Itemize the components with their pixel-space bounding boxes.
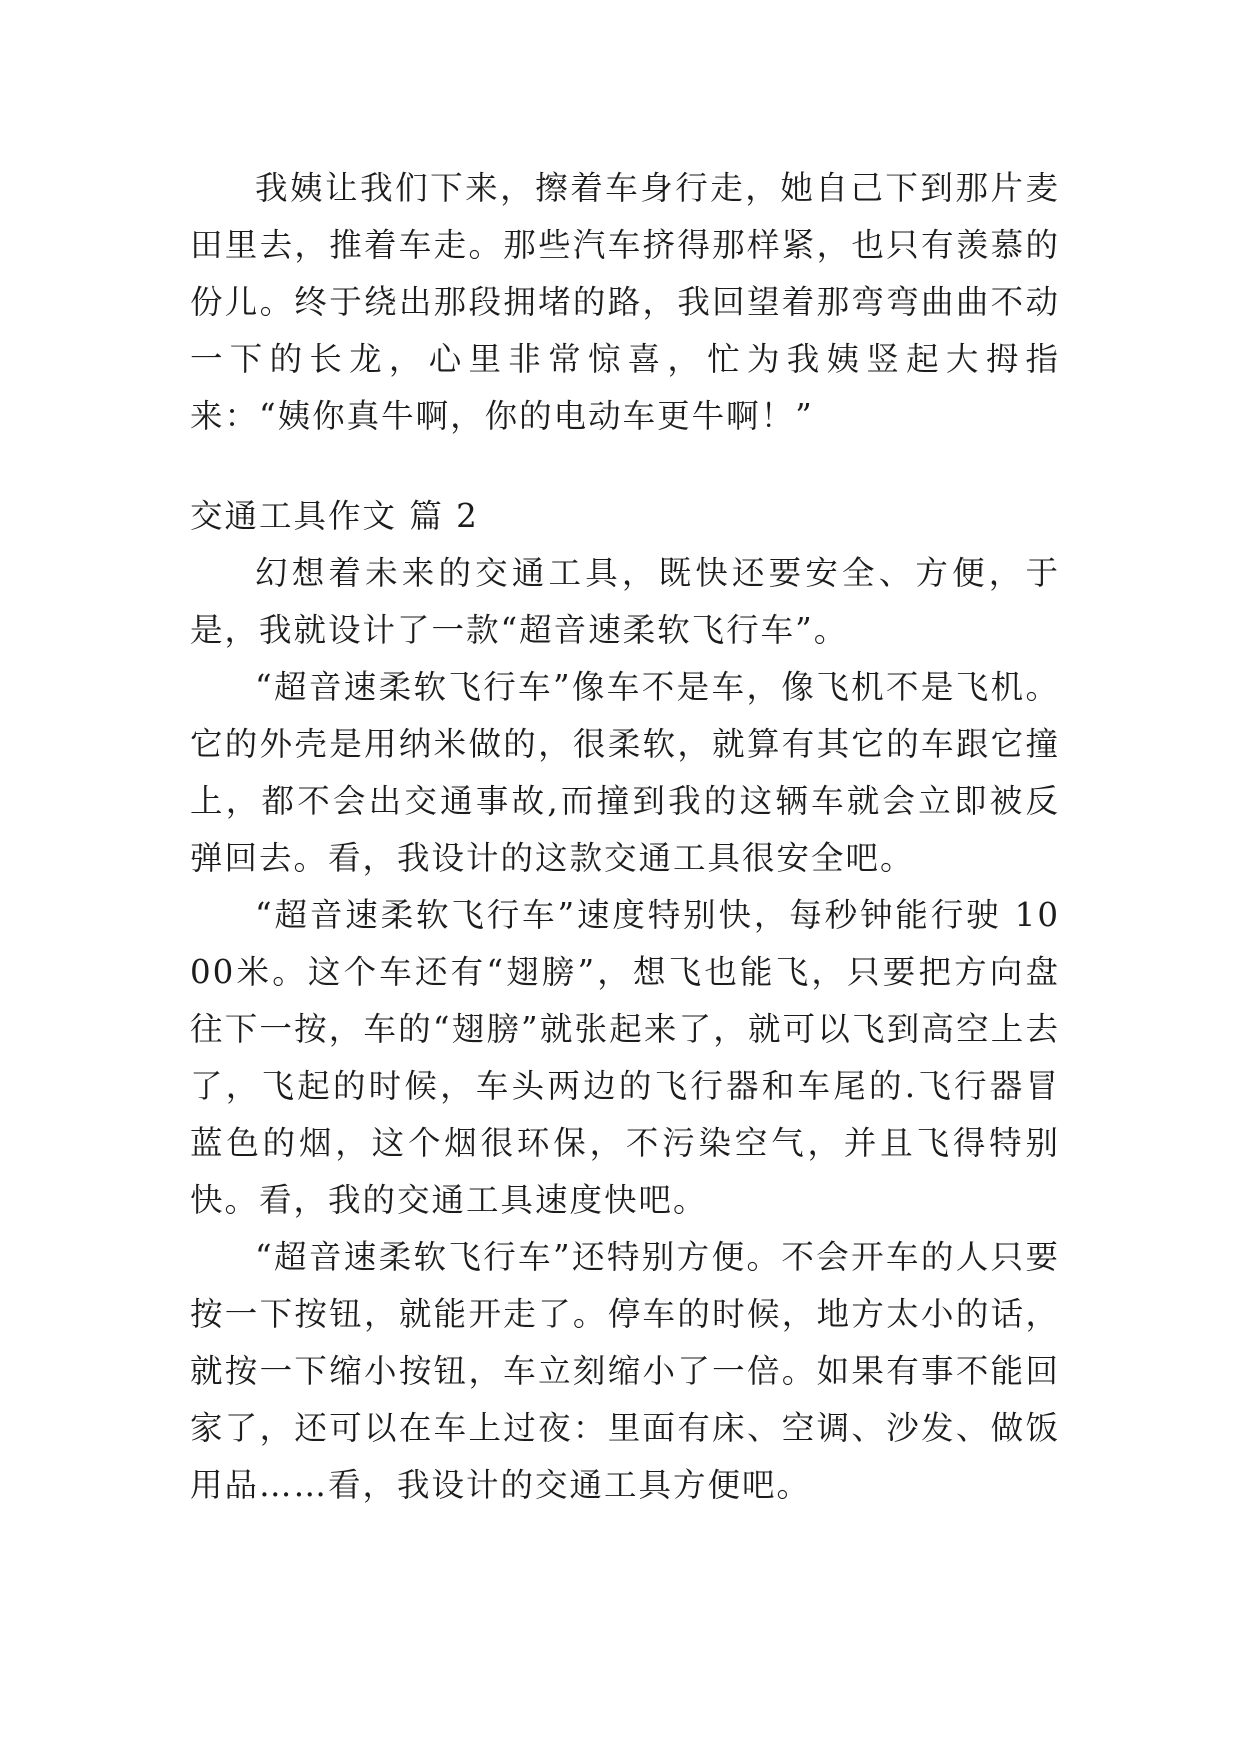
paragraph-1: 幻想着未来的交通工具，既快还要安全、方便，于是，我就设计了一款“超音速柔软飞行车”。 — [190, 554, 1060, 649]
paragraph-3: “超音速柔软飞行车”速度特别快，每秒钟能行驶 1000米。这个车还有“翅膀”，想飞也能飞，只要把方向盘往下一按，车的“翅膀”就张起来了，就可以飞到高空上去了，飞起的时候，车头两边的飞行器和车尾的.飞行器冒蓝色的烟，这个烟很环保，不污染空气，并且飞得特别快。看，我的交通工具速度快吧。 — [190, 896, 1060, 1219]
paragraph-intro: 我姨让我们下来，擦着车身行走，她自己下到那片麦田里去，推着车走。那些汽车挤得那样紧，也只有羡慕的份儿。终于绕出那段拥堵的路，我回望着那弯弯曲曲不动一下的长龙，心里非常惊喜，忙为我姨竖起大拇指来：“姨你真牛啊，你的电动车更牛啊！” — [190, 169, 1060, 435]
paragraph-4: “超音速柔软飞行车”还特别方便。不会开车的人只要按一下按钮，就能开走了。停车的时候，地方太小的话，就按一下缩小按钮，车立刻缩小了一倍。如果有事不能回家了，还可以在车上过夜：里面有床、空调、沙发、做饭用品……看，我设计的交通工具方便吧。 — [190, 1238, 1060, 1504]
section-title: 交通工具作文 篇 2 — [190, 497, 479, 535]
paragraph-2: “超音速柔软飞行车”像车不是车，像飞机不是飞机。它的外壳是用纳米做的，很柔软，就算有其它的车跟它撞上，都不会出交通事故,而撞到我的这辆车就会立即被反弹回去。看，我设计的这款交通工具很安全吧。 — [190, 668, 1060, 877]
document-body — [190, 160, 1060, 1514]
